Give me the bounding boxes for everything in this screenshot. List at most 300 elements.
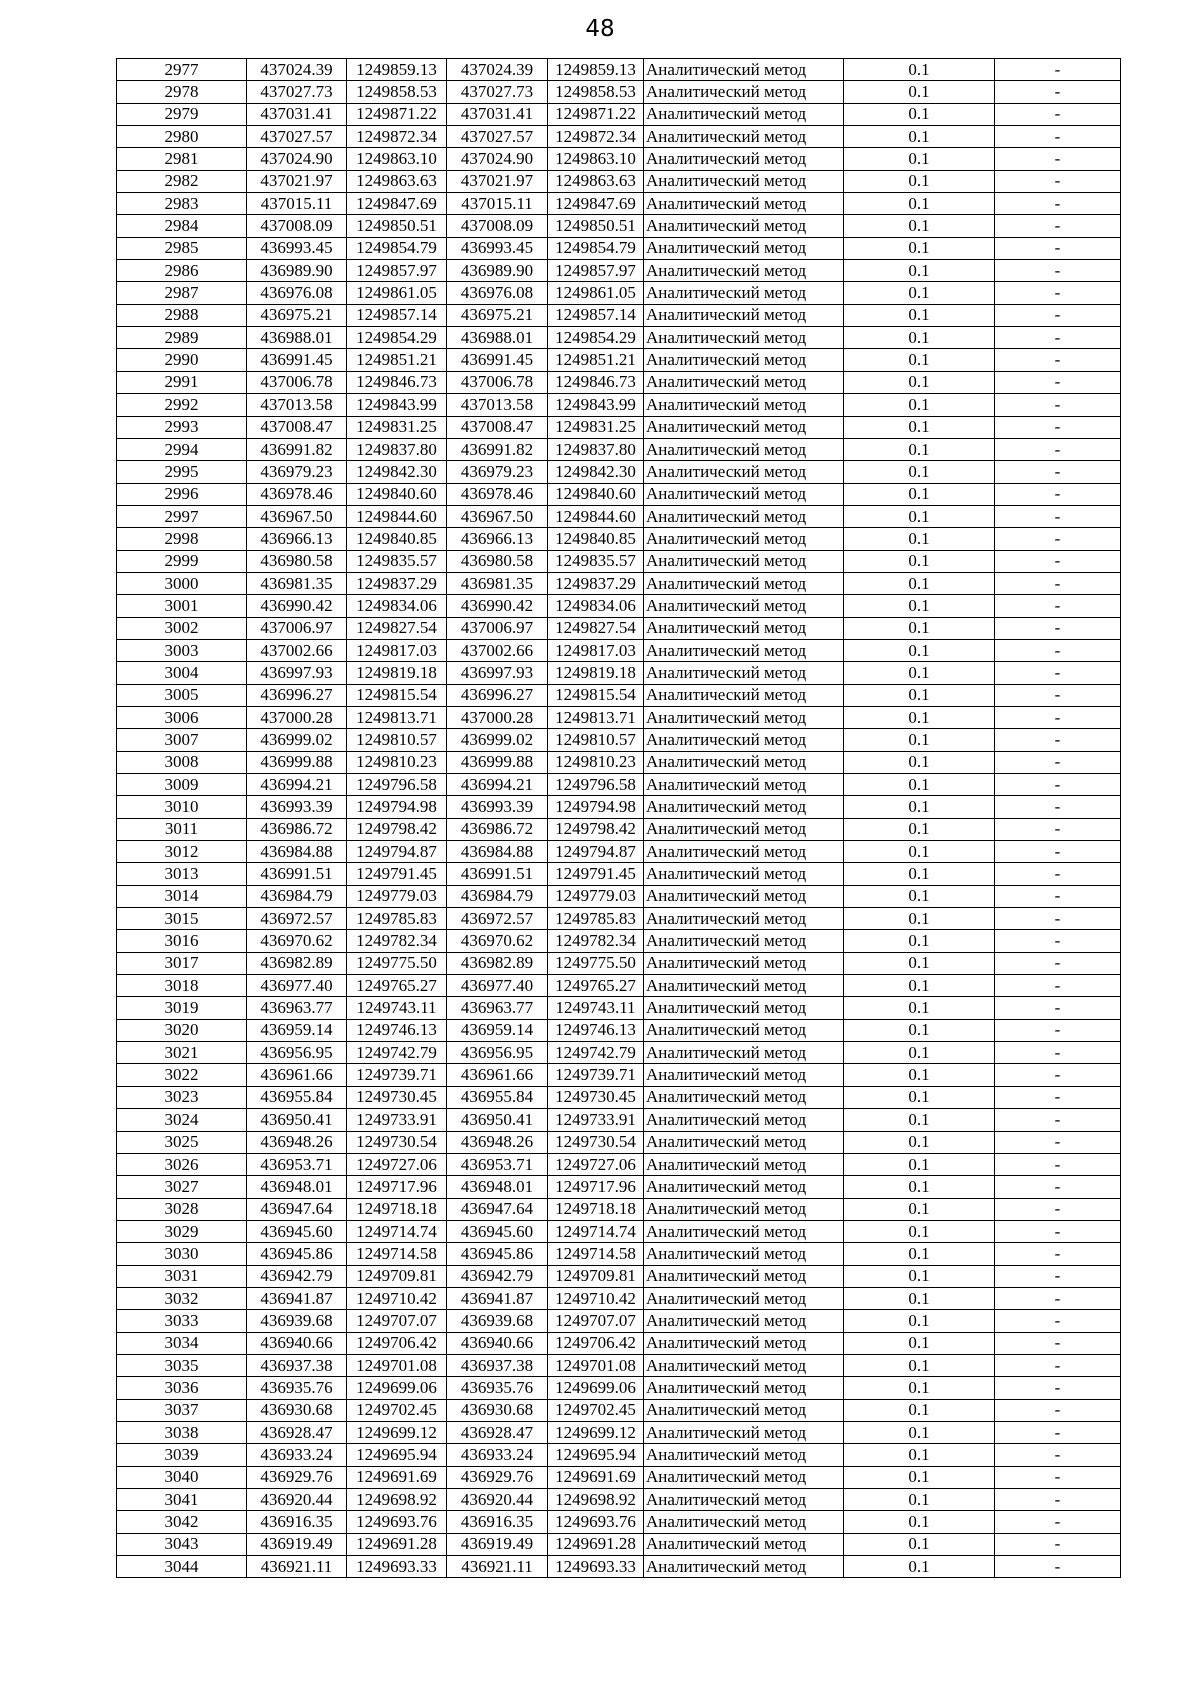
y-coordinate-cell: 1249842.30 [347,461,447,483]
y-coordinate-cell: 1249846.73 [347,371,447,393]
note-cell: - [995,1198,1121,1220]
accuracy-cell: 0.1 [844,751,995,773]
point-number-cell: 3003 [117,639,247,661]
note-cell: - [995,952,1121,974]
x-coordinate-cell: 436916.35 [247,1511,347,1533]
note-cell: - [995,1176,1121,1198]
y-coordinate-cell: 1249743.11 [347,997,447,1019]
x-coordinate-cell: 436994.21 [447,774,548,796]
x-coordinate-cell: 436945.86 [247,1243,347,1265]
table-row [117,550,1121,572]
note-cell: - [995,327,1121,349]
y-coordinate-cell: 1249746.13 [548,1019,644,1041]
table-row [117,505,1121,527]
x-coordinate-cell: 436999.88 [247,751,347,773]
point-number-cell: 2981 [117,148,247,170]
x-coordinate-cell: 437031.41 [447,103,548,125]
x-coordinate-cell: 436993.45 [247,237,347,259]
point-number-cell: 3028 [117,1198,247,1220]
point-number-cell: 2998 [117,528,247,550]
table-row [117,930,1121,952]
x-coordinate-cell: 436956.95 [247,1042,347,1064]
x-coordinate-cell: 436955.84 [447,1086,548,1108]
point-number-cell: 3016 [117,930,247,952]
method-cell: Аналитический метод [644,1042,844,1064]
note-cell: - [995,1489,1121,1511]
table-row [117,706,1121,728]
accuracy-cell: 0.1 [844,1377,995,1399]
point-number-cell: 2992 [117,394,247,416]
table-row [117,1109,1121,1131]
y-coordinate-cell: 1249718.18 [548,1198,644,1220]
x-coordinate-cell: 436928.47 [247,1421,347,1443]
y-coordinate-cell: 1249813.71 [347,706,447,728]
x-coordinate-cell: 436966.13 [447,528,548,550]
y-coordinate-cell: 1249746.13 [347,1019,447,1041]
table-row [117,863,1121,885]
y-coordinate-cell: 1249834.06 [548,595,644,617]
note-cell: - [995,1042,1121,1064]
note-cell: - [995,997,1121,1019]
y-coordinate-cell: 1249693.76 [548,1511,644,1533]
accuracy-cell: 0.1 [844,1064,995,1086]
y-coordinate-cell: 1249733.91 [347,1109,447,1131]
x-coordinate-cell: 436921.11 [447,1556,548,1578]
note-cell: - [995,1377,1121,1399]
method-cell: Аналитический метод [644,505,844,527]
accuracy-cell: 0.1 [844,1287,995,1309]
x-coordinate-cell: 437027.73 [447,81,548,103]
point-number-cell: 2988 [117,304,247,326]
note-cell: - [995,1511,1121,1533]
x-coordinate-cell: 436933.24 [247,1444,347,1466]
y-coordinate-cell: 1249718.18 [347,1198,447,1220]
method-cell: Аналитический метод [644,148,844,170]
table-row [117,1198,1121,1220]
x-coordinate-cell: 436982.89 [247,952,347,974]
note-cell: - [995,1287,1121,1309]
x-coordinate-cell: 436935.76 [447,1377,548,1399]
method-cell: Аналитический метод [644,1444,844,1466]
method-cell: Аналитический метод [644,170,844,192]
method-cell: Аналитический метод [644,282,844,304]
y-coordinate-cell: 1249699.12 [347,1421,447,1443]
point-number-cell: 3030 [117,1243,247,1265]
accuracy-cell: 0.1 [844,639,995,661]
method-cell: Аналитический метод [644,528,844,550]
y-coordinate-cell: 1249827.54 [347,617,447,639]
x-coordinate-cell: 436972.57 [447,908,548,930]
x-coordinate-cell: 436979.23 [447,461,548,483]
point-number-cell: 3024 [117,1109,247,1131]
y-coordinate-cell: 1249693.33 [347,1556,447,1578]
point-number-cell: 3000 [117,572,247,594]
point-number-cell: 2989 [117,327,247,349]
method-cell: Аналитический метод [644,818,844,840]
y-coordinate-cell: 1249695.94 [347,1444,447,1466]
accuracy-cell: 0.1 [844,237,995,259]
y-coordinate-cell: 1249835.57 [548,550,644,572]
point-number-cell: 2984 [117,215,247,237]
note-cell: - [995,595,1121,617]
table-row [117,461,1121,483]
note-cell: - [995,215,1121,237]
x-coordinate-cell: 436986.72 [247,818,347,840]
x-coordinate-cell: 436935.76 [247,1377,347,1399]
x-coordinate-cell: 436996.27 [447,684,548,706]
y-coordinate-cell: 1249857.14 [347,304,447,326]
table-row [117,1354,1121,1376]
accuracy-cell: 0.1 [844,193,995,215]
method-cell: Аналитический метод [644,908,844,930]
x-coordinate-cell: 436948.26 [447,1131,548,1153]
point-number-cell: 2985 [117,237,247,259]
point-number-cell: 2987 [117,282,247,304]
method-cell: Аналитический метод [644,1489,844,1511]
note-cell: - [995,930,1121,952]
y-coordinate-cell: 1249710.42 [347,1287,447,1309]
x-coordinate-cell: 436948.26 [247,1131,347,1153]
method-cell: Аналитический метод [644,483,844,505]
table-row [117,103,1121,125]
x-coordinate-cell: 436980.58 [447,550,548,572]
x-coordinate-cell: 436945.60 [247,1220,347,1242]
table-body [117,59,1121,1578]
method-cell: Аналитический метод [644,126,844,148]
y-coordinate-cell: 1249810.57 [347,729,447,751]
x-coordinate-cell: 436919.49 [447,1533,548,1555]
y-coordinate-cell: 1249698.92 [347,1489,447,1511]
y-coordinate-cell: 1249840.85 [347,528,447,550]
x-coordinate-cell: 436929.76 [447,1466,548,1488]
accuracy-cell: 0.1 [844,706,995,728]
y-coordinate-cell: 1249851.21 [347,349,447,371]
accuracy-cell: 0.1 [844,528,995,550]
point-number-cell: 3007 [117,729,247,751]
method-cell: Аналитический метод [644,1265,844,1287]
y-coordinate-cell: 1249707.07 [347,1310,447,1332]
y-coordinate-cell: 1249850.51 [347,215,447,237]
accuracy-cell: 0.1 [844,461,995,483]
y-coordinate-cell: 1249810.23 [347,751,447,773]
point-number-cell: 2996 [117,483,247,505]
point-number-cell: 3033 [117,1310,247,1332]
point-number-cell: 2978 [117,81,247,103]
y-coordinate-cell: 1249843.99 [548,394,644,416]
accuracy-cell: 0.1 [844,505,995,527]
y-coordinate-cell: 1249850.51 [548,215,644,237]
note-cell: - [995,1354,1121,1376]
accuracy-cell: 0.1 [844,327,995,349]
accuracy-cell: 0.1 [844,438,995,460]
x-coordinate-cell: 436948.01 [247,1176,347,1198]
x-coordinate-cell: 437013.58 [247,394,347,416]
y-coordinate-cell: 1249810.57 [548,729,644,751]
note-cell: - [995,416,1121,438]
y-coordinate-cell: 1249871.22 [347,103,447,125]
y-coordinate-cell: 1249730.54 [548,1131,644,1153]
x-coordinate-cell: 437000.28 [247,706,347,728]
x-coordinate-cell: 437015.11 [247,193,347,215]
note-cell: - [995,751,1121,773]
x-coordinate-cell: 436937.38 [247,1354,347,1376]
note-cell: - [995,1220,1121,1242]
accuracy-cell: 0.1 [844,483,995,505]
y-coordinate-cell: 1249863.10 [347,148,447,170]
x-coordinate-cell: 436947.64 [247,1198,347,1220]
x-coordinate-cell: 436961.66 [447,1064,548,1086]
accuracy-cell: 0.1 [844,1131,995,1153]
x-coordinate-cell: 436977.40 [447,975,548,997]
x-coordinate-cell: 437002.66 [247,639,347,661]
x-coordinate-cell: 436990.42 [447,595,548,617]
x-coordinate-cell: 436976.08 [247,282,347,304]
table-row [117,260,1121,282]
table-row [117,1064,1121,1086]
x-coordinate-cell: 436940.66 [447,1332,548,1354]
y-coordinate-cell: 1249796.58 [548,774,644,796]
y-coordinate-cell: 1249844.60 [347,505,447,527]
x-coordinate-cell: 436953.71 [447,1153,548,1175]
note-cell: - [995,1064,1121,1086]
x-coordinate-cell: 436993.45 [447,237,548,259]
point-number-cell: 2977 [117,59,247,81]
y-coordinate-cell: 1249837.29 [548,572,644,594]
method-cell: Аналитический метод [644,237,844,259]
x-coordinate-cell: 437008.09 [447,215,548,237]
x-coordinate-cell: 436941.87 [447,1287,548,1309]
x-coordinate-cell: 437006.78 [447,371,548,393]
method-cell: Аналитический метод [644,1109,844,1131]
y-coordinate-cell: 1249827.54 [548,617,644,639]
method-cell: Аналитический метод [644,416,844,438]
point-number-cell: 3010 [117,796,247,818]
accuracy-cell: 0.1 [844,1109,995,1131]
x-coordinate-cell: 436930.68 [247,1399,347,1421]
x-coordinate-cell: 437015.11 [447,193,548,215]
note-cell: - [995,505,1121,527]
method-cell: Аналитический метод [644,1556,844,1578]
x-coordinate-cell: 437021.97 [247,170,347,192]
y-coordinate-cell: 1249840.60 [347,483,447,505]
x-coordinate-cell: 436981.35 [447,572,548,594]
accuracy-cell: 0.1 [844,1153,995,1175]
point-number-cell: 3011 [117,818,247,840]
note-cell: - [995,1533,1121,1555]
y-coordinate-cell: 1249730.45 [548,1086,644,1108]
table-row [117,1220,1121,1242]
y-coordinate-cell: 1249775.50 [548,952,644,974]
note-cell: - [995,796,1121,818]
x-coordinate-cell: 436928.47 [447,1421,548,1443]
table-row [117,818,1121,840]
table-row [117,349,1121,371]
y-coordinate-cell: 1249798.42 [548,818,644,840]
accuracy-cell: 0.1 [844,59,995,81]
method-cell: Аналитический метод [644,1310,844,1332]
y-coordinate-cell: 1249815.54 [548,684,644,706]
accuracy-cell: 0.1 [844,148,995,170]
note-cell: - [995,148,1121,170]
method-cell: Аналитический метод [644,550,844,572]
note-cell: - [995,1019,1121,1041]
x-coordinate-cell: 436961.66 [247,1064,347,1086]
point-number-cell: 3018 [117,975,247,997]
point-number-cell: 2991 [117,371,247,393]
method-cell: Аналитический метод [644,997,844,1019]
y-coordinate-cell: 1249706.42 [548,1332,644,1354]
x-coordinate-cell: 437024.39 [447,59,548,81]
y-coordinate-cell: 1249710.42 [548,1287,644,1309]
note-cell: - [995,126,1121,148]
method-cell: Аналитический метод [644,729,844,751]
note-cell: - [995,304,1121,326]
y-coordinate-cell: 1249837.80 [548,438,644,460]
x-coordinate-cell: 436953.71 [247,1153,347,1175]
table-row [117,416,1121,438]
table-row [117,483,1121,505]
method-cell: Аналитический метод [644,1377,844,1399]
method-cell: Аналитический метод [644,1086,844,1108]
x-coordinate-cell: 436984.88 [247,841,347,863]
y-coordinate-cell: 1249794.98 [548,796,644,818]
accuracy-cell: 0.1 [844,394,995,416]
accuracy-cell: 0.1 [844,215,995,237]
point-number-cell: 2999 [117,550,247,572]
point-number-cell: 3023 [117,1086,247,1108]
point-number-cell: 3038 [117,1421,247,1443]
method-cell: Аналитический метод [644,975,844,997]
y-coordinate-cell: 1249863.10 [548,148,644,170]
y-coordinate-cell: 1249714.58 [347,1243,447,1265]
accuracy-cell: 0.1 [844,126,995,148]
accuracy-cell: 0.1 [844,774,995,796]
point-number-cell: 3012 [117,841,247,863]
note-cell: - [995,1109,1121,1131]
y-coordinate-cell: 1249831.25 [548,416,644,438]
note-cell: - [995,550,1121,572]
accuracy-cell: 0.1 [844,841,995,863]
table-row [117,1086,1121,1108]
table-row [117,662,1121,684]
y-coordinate-cell: 1249699.12 [548,1421,644,1443]
x-coordinate-cell: 436929.76 [247,1466,347,1488]
accuracy-cell: 0.1 [844,908,995,930]
y-coordinate-cell: 1249699.06 [548,1377,644,1399]
x-coordinate-cell: 436989.90 [247,260,347,282]
y-coordinate-cell: 1249691.28 [347,1533,447,1555]
x-coordinate-cell: 436975.21 [447,304,548,326]
note-cell: - [995,639,1121,661]
point-number-cell: 3017 [117,952,247,974]
y-coordinate-cell: 1249819.18 [347,662,447,684]
point-number-cell: 3005 [117,684,247,706]
note-cell: - [995,975,1121,997]
method-cell: Аналитический метод [644,863,844,885]
y-coordinate-cell: 1249702.45 [347,1399,447,1421]
y-coordinate-cell: 1249857.97 [347,260,447,282]
method-cell: Аналитический метод [644,1131,844,1153]
x-coordinate-cell: 437013.58 [447,394,548,416]
y-coordinate-cell: 1249846.73 [548,371,644,393]
accuracy-cell: 0.1 [844,572,995,594]
y-coordinate-cell: 1249791.45 [347,863,447,885]
table-row [117,1556,1121,1578]
x-coordinate-cell: 436997.93 [447,662,548,684]
y-coordinate-cell: 1249863.63 [548,170,644,192]
accuracy-cell: 0.1 [844,1220,995,1242]
accuracy-cell: 0.1 [844,1533,995,1555]
method-cell: Аналитический метод [644,327,844,349]
x-coordinate-cell: 436993.39 [247,796,347,818]
y-coordinate-cell: 1249813.71 [548,706,644,728]
note-cell: - [995,81,1121,103]
x-coordinate-cell: 436978.46 [247,483,347,505]
table-row [117,1511,1121,1533]
method-cell: Аналитический метод [644,774,844,796]
x-coordinate-cell: 437021.97 [447,170,548,192]
y-coordinate-cell: 1249817.03 [548,639,644,661]
accuracy-cell: 0.1 [844,975,995,997]
table-row [117,729,1121,751]
y-coordinate-cell: 1249817.03 [347,639,447,661]
table-row [117,639,1121,661]
point-number-cell: 3004 [117,662,247,684]
method-cell: Аналитический метод [644,662,844,684]
table-row [117,1421,1121,1443]
table-row [117,193,1121,215]
point-number-cell: 2997 [117,505,247,527]
y-coordinate-cell: 1249706.42 [347,1332,447,1354]
y-coordinate-cell: 1249693.76 [347,1511,447,1533]
accuracy-cell: 0.1 [844,550,995,572]
y-coordinate-cell: 1249739.71 [347,1064,447,1086]
note-cell: - [995,1332,1121,1354]
accuracy-cell: 0.1 [844,1243,995,1265]
method-cell: Аналитический метод [644,684,844,706]
accuracy-cell: 0.1 [844,371,995,393]
note-cell: - [995,103,1121,125]
point-number-cell: 3029 [117,1220,247,1242]
method-cell: Аналитический метод [644,617,844,639]
method-cell: Аналитический метод [644,59,844,81]
x-coordinate-cell: 436991.45 [447,349,548,371]
note-cell: - [995,237,1121,259]
method-cell: Аналитический метод [644,260,844,282]
point-number-cell: 3042 [117,1511,247,1533]
accuracy-cell: 0.1 [844,952,995,974]
x-coordinate-cell: 436991.45 [247,349,347,371]
accuracy-cell: 0.1 [844,796,995,818]
x-coordinate-cell: 436980.58 [247,550,347,572]
method-cell: Аналитический метод [644,1019,844,1041]
note-cell: - [995,1310,1121,1332]
y-coordinate-cell: 1249871.22 [548,103,644,125]
y-coordinate-cell: 1249798.42 [347,818,447,840]
table-row [117,751,1121,773]
y-coordinate-cell: 1249859.13 [548,59,644,81]
y-coordinate-cell: 1249785.83 [548,908,644,930]
y-coordinate-cell: 1249782.34 [548,930,644,952]
note-cell: - [995,908,1121,930]
point-number-cell: 3009 [117,774,247,796]
method-cell: Аналитический метод [644,394,844,416]
y-coordinate-cell: 1249709.81 [347,1265,447,1287]
accuracy-cell: 0.1 [844,103,995,125]
table-row [117,1533,1121,1555]
x-coordinate-cell: 436967.50 [247,505,347,527]
accuracy-cell: 0.1 [844,885,995,907]
